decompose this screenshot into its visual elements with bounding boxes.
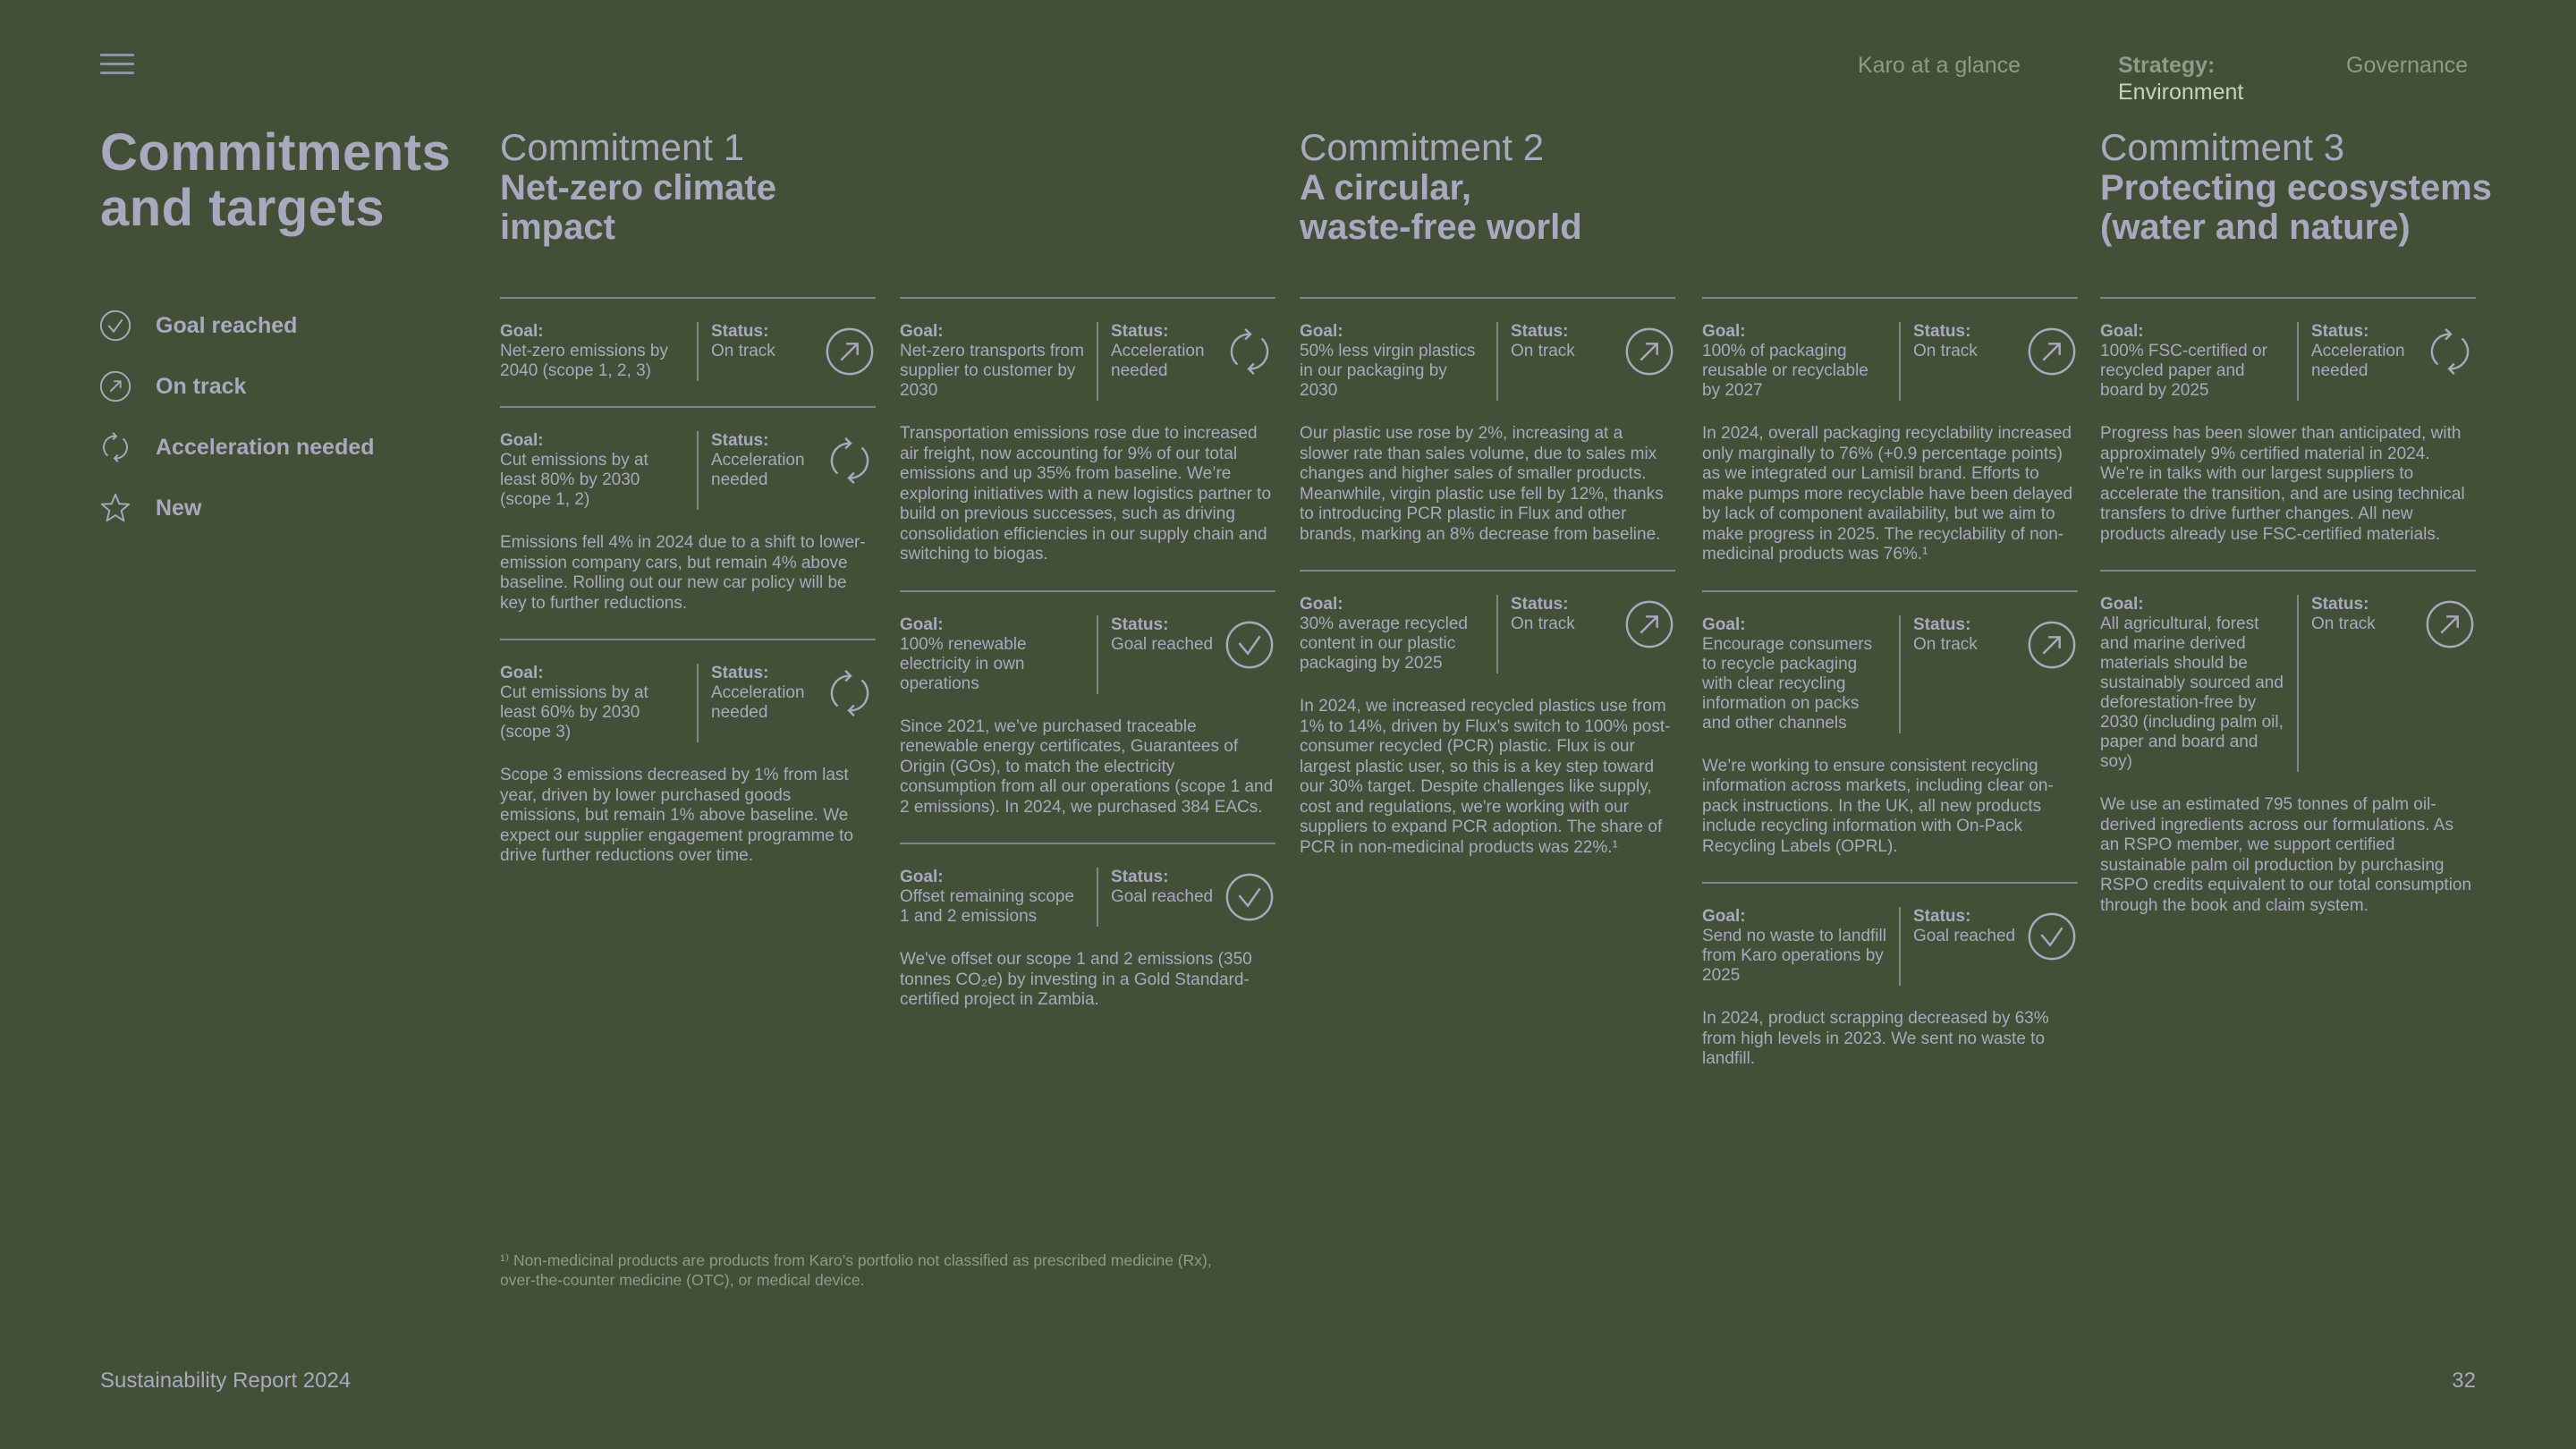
commitment-name: impact (500, 208, 615, 247)
status-label: Status: (1913, 322, 1971, 341)
menu-icon-bar (100, 54, 134, 56)
legend-acceleration-needed (98, 417, 375, 478)
goal-status-row (1702, 615, 2078, 733)
acceleration-needed-icon (824, 667, 876, 719)
on-track-icon (2424, 598, 2476, 650)
nav-environment-label: Environment (2118, 80, 2244, 105)
goal-description: We've offset our scope 1 and 2 emissions (350 tonnes CO₂e) by investing in a Gold Standard-certified project in Zambia. (900, 950, 1252, 1009)
goal-description: In 2024, we increased recycled plastics use from 1% to 14%, driven by Flux's switch to 100% post-consumer recycled (PCR) plastic. Flux is our largest plastic user, so this is a key step toward our 30% target. Despite challenges like supply, cost and regulations, we're working with our suppliers to expand PCR adoption. The share of PCR in non-medicinal products was 22%.¹ (1300, 697, 1671, 857)
goal-block (1702, 297, 2078, 590)
status-label: Status: (1913, 614, 1971, 634)
goal-label: Goal: (1702, 907, 1746, 926)
status-label: Status: (1913, 907, 1971, 926)
status-text: Goal reached (1913, 927, 2016, 945)
status-cell (699, 322, 827, 381)
goal-text: 100% renewable electricity in own operations (900, 634, 1027, 693)
footer-report-title: Sustainability Report 2024 (100, 1368, 352, 1393)
goal-text: Net-zero emissions by 2040 (scope 1, 2, 3) (500, 342, 668, 380)
commitment-name: A circular, (1300, 168, 1471, 208)
goal-cell (500, 431, 699, 510)
menu-icon-bar (100, 63, 134, 65)
goal-column (2100, 297, 2476, 941)
status-label: Status: (2311, 595, 2369, 614)
status-text: Acceleration needed (711, 451, 805, 489)
goal-text: Encourage consumers to recycle packaging with clear recycling information on packs and other channels (1702, 634, 1873, 733)
goal-reached-icon (1224, 619, 1275, 671)
goal-label: Goal: (1300, 322, 1343, 341)
goal-label: Goal: (1702, 322, 1746, 341)
goal-text: Send no waste to landfill from Karo operations by 2025 (1702, 927, 1886, 985)
on-track-icon (1623, 326, 1675, 377)
status-label: Status: (711, 664, 769, 682)
goal-block (900, 843, 1275, 1036)
goal-label: Goal: (500, 431, 544, 450)
goal-block (2100, 570, 2476, 941)
acceleration-needed-icon (2424, 326, 2476, 377)
goal-label: Goal: (500, 322, 544, 341)
status-label: Status: (1511, 322, 1569, 341)
goal-text: 30% average recycled content in our plastic packaging by 2025 (1300, 614, 1468, 673)
goal-label: Goal: (1702, 614, 1746, 634)
legend-label: Goal reached (156, 312, 298, 338)
commitment-number: Commitment 1 (500, 126, 745, 168)
goal-status-row (1300, 595, 1675, 674)
status-text: Acceleration needed (711, 683, 805, 722)
check-circle-icon (98, 309, 132, 343)
goal-description: Scope 3 emissions decreased by 1% from last year, driven by lower purchased goods emissions, but remain 1% above baseline. We expect our supplier engagement programme to drive further reductions over time. (500, 766, 854, 865)
status-legend (98, 295, 375, 538)
goal-description: In 2024, product scrapping decreased by 63% from high levels in 2023. We sent no waste to landfill. (1702, 1009, 2049, 1068)
commitment-1-heading (500, 127, 776, 247)
goal-cell (1702, 615, 1901, 733)
status-text: On track (2311, 614, 2376, 633)
goal-description: Transportation emissions rose due to increased air freight, now accounting for 9% of our total emissions and up 35% from baseline. We’re exploring initiatives with a new logistics partner to build on previous successes, such as driving consolidation efficiencies in our supply chain and switching to biogas. (900, 424, 1272, 564)
commitment-number: Commitment 3 (2100, 126, 2345, 168)
goal-text: Cut emissions by at least 60% by 2030 (scope 3) (500, 683, 648, 741)
goal-status-row (900, 615, 1275, 694)
goal-description: We’re working to ensure consistent recycling information across markets, including clear on-pack instructions. In the UK, all new products include recycling information with On-Pack Recycling Labels (OPRL). (1702, 756, 2054, 856)
status-label: Status: (711, 322, 769, 341)
star-icon (98, 491, 132, 525)
legend-on-track (98, 356, 375, 417)
status-text: Goal reached (1111, 887, 1214, 906)
page-number: 32 (2452, 1368, 2476, 1393)
goal-column (500, 297, 876, 892)
page-title (100, 125, 451, 236)
goal-label: Goal: (2100, 322, 2144, 341)
goal-cell (1300, 595, 1498, 674)
goal-block (1702, 882, 2078, 1095)
footnote: ¹⁾ Non-medicinal products are products from Karo’s portfolio not classified as prescribed medicine (Rx), over-the-counter medicine (OTC), or medical device. (500, 1251, 1212, 1289)
goal-cell (1300, 322, 1498, 401)
goal-cell (2100, 322, 2299, 401)
goal-block (1702, 590, 2078, 883)
nav-strategy-label: Strategy: (2118, 53, 2216, 78)
refresh-icon (98, 430, 132, 464)
acceleration-needed-icon (824, 435, 876, 487)
goal-text: Cut emissions by at least 80% by 2030 (scope 1, 2) (500, 451, 648, 509)
status-text: On track (1913, 342, 1978, 360)
goal-block (900, 297, 1275, 590)
goal-status-row (2100, 595, 2476, 772)
status-text: On track (1913, 634, 1978, 654)
status-text: Acceleration needed (1111, 342, 1205, 380)
goal-status-row (1702, 907, 2078, 986)
nav-strategy-environment[interactable] (2118, 52, 2243, 106)
legend-label: Acceleration needed (156, 434, 375, 460)
on-track-icon (2026, 326, 2078, 377)
legend-goal-reached (98, 295, 375, 356)
status-cell (1498, 322, 1627, 401)
goal-cell (900, 868, 1098, 927)
commitment-number: Commitment 2 (1300, 126, 1545, 168)
status-label: Status: (1111, 868, 1169, 886)
nav-governance[interactable]: Governance (2346, 53, 2469, 78)
commitment-name: waste-free world (1300, 208, 1582, 247)
status-cell (1901, 615, 2029, 733)
goal-column (1702, 297, 2078, 1095)
on-track-icon (824, 326, 876, 377)
goal-cell (2100, 595, 2299, 772)
goal-cell (1702, 322, 1901, 401)
on-track-icon (2026, 619, 2078, 671)
menu-icon-bar (100, 72, 134, 74)
status-cell (1498, 595, 1627, 674)
status-cell (1098, 615, 1227, 694)
commitment-name: (water and nature) (2100, 208, 2411, 247)
legend-new (98, 478, 375, 538)
goal-reached-icon (2026, 911, 2078, 962)
goal-block (500, 639, 876, 892)
goal-cell (1702, 907, 1901, 986)
arrow-circle-icon (98, 369, 132, 403)
status-cell (1098, 868, 1227, 927)
status-cell (2299, 595, 2428, 772)
goal-description: Our plastic use rose by 2%, increasing at a slower rate than sales volume, due to sales mix changes and higher sales of smaller products. Meanwhile, virgin plastic use fell by 12%, thanks to introducing PCR plastic in Flux and other brands, marking an 8% decrease from baseline. (1300, 424, 1664, 544)
goal-cell (500, 664, 699, 742)
status-text: On track (1511, 614, 1575, 633)
page-title-line2: and targets (100, 179, 386, 237)
page-title-line1: Commitments (100, 123, 452, 182)
menu-button[interactable] (100, 54, 134, 75)
goal-block (1300, 570, 1675, 883)
goal-block (1300, 297, 1675, 570)
goal-text: 50% less virgin plastics in our packaging by 2030 (1300, 342, 1476, 400)
goal-column (1300, 297, 1675, 883)
goal-description: Since 2021, we’ve purchased traceable renewable energy certificates, Guarantees of Origin (GOs), to match the electricity consumption from all our operations (scope 1 and 2 emissions). In 2024, we purchased 384 EACs. (900, 716, 1274, 817)
goal-description: Progress has been slower than anticipated, with approximately 9% certified material in 2024. We’re in talks with our largest suppliers to accelerate the transition, and are using technical transfers to drive further changes. All new products already use FSC-certified materials. (2100, 424, 2465, 544)
goal-status-row (500, 431, 876, 510)
on-track-icon (1623, 598, 1675, 650)
nav-karo-at-a-glance[interactable]: Karo at a glance (1858, 53, 2021, 78)
status-cell (1901, 907, 2029, 986)
goal-status-row (2100, 322, 2476, 401)
status-cell (1098, 322, 1227, 401)
commitment-name: Protecting ecosystems (2100, 168, 2492, 208)
goal-block (500, 297, 876, 406)
goal-reached-icon (1224, 871, 1275, 923)
status-label: Status: (1111, 614, 1169, 634)
goal-text: Offset remaining scope 1 and 2 emissions (900, 887, 1075, 926)
goal-status-row (500, 664, 876, 742)
status-label: Status: (711, 431, 769, 450)
goal-cell (900, 322, 1098, 401)
goal-text: All agricultural, forest and marine derived materials should be sustainably sourced and deforestation-free by 2030 (including palm oil, paper and board and soy) (2100, 614, 2284, 771)
commitment-3-heading (2100, 127, 2492, 247)
goal-label: Goal: (2100, 595, 2144, 614)
goal-status-row (900, 868, 1275, 927)
acceleration-needed-icon (1224, 326, 1275, 377)
goal-text: Net-zero transports from supplier to customer by 2030 (900, 342, 1084, 400)
legend-label: New (156, 495, 202, 521)
goal-description: In 2024, overall packaging recyclability increased only marginally to 76% (+0.9 percentage points) as we integrated our Lamisil brand. Efforts to make pumps more recyclable have been delayed by lack of component availability, but we aim to make progress in 2025. The recyclability of non-medicinal products was 76%.¹ (1702, 424, 2073, 564)
status-cell (699, 431, 827, 510)
goal-column (900, 297, 1275, 1036)
goal-block (500, 406, 876, 639)
goal-description: We use an estimated 795 tonnes of palm oil-derived ingredients across our formulations. As an RSPO member, we support certified sustainable palm oil production by purchasing RSPO credits equivalent to our total consumption through the book and claim system. (2100, 795, 2472, 915)
goal-label: Goal: (1300, 595, 1343, 614)
goal-cell (900, 615, 1098, 694)
goal-cell (500, 322, 699, 381)
status-text: Goal reached (1111, 634, 1214, 654)
commitment-name: Net-zero climate (500, 168, 776, 208)
goal-status-row (1300, 322, 1675, 401)
status-text: Acceleration needed (2311, 342, 2405, 380)
status-text: On track (711, 342, 775, 360)
goal-description: Emissions fell 4% in 2024 due to a shift to lower-emission company cars, but remain 4% above baseline. Rolling out our new car policy will be key to further reductions. (500, 533, 866, 613)
goal-label: Goal: (900, 868, 944, 886)
goal-status-row (900, 322, 1275, 401)
legend-label: On track (156, 373, 247, 399)
goal-text: 100% FSC-certified or recycled paper and board by 2025 (2100, 342, 2267, 400)
goal-block (2100, 297, 2476, 570)
goal-status-row (500, 322, 876, 381)
goal-label: Goal: (500, 664, 544, 682)
status-label: Status: (1511, 595, 1569, 614)
goal-label: Goal: (900, 322, 944, 341)
status-text: On track (1511, 342, 1575, 360)
status-label: Status: (2311, 322, 2369, 341)
status-cell (1901, 322, 2029, 401)
status-cell (2299, 322, 2428, 401)
status-label: Status: (1111, 322, 1169, 341)
goal-status-row (1702, 322, 2078, 401)
status-cell (699, 664, 827, 742)
goal-label: Goal: (900, 614, 944, 634)
commitment-2-heading (1300, 127, 1582, 247)
goal-block (900, 590, 1275, 843)
goal-text: 100% of packaging reusable or recyclable by 2027 (1702, 342, 1868, 400)
